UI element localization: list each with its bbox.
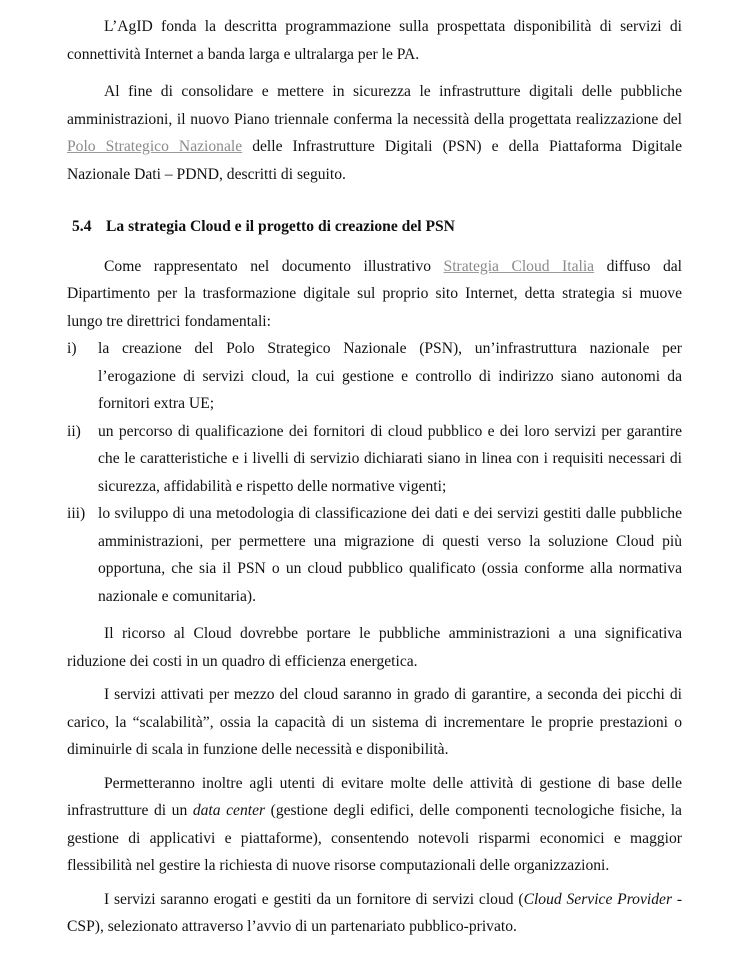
paragraph-strategia-intro xyxy=(67,253,682,336)
paragraph-agid-connectivity: L’AgID fonda la descritta programmazione sulla prospettata disponibilità di servizi di connettività Internet a banda larga e ultralarga per le PA. xyxy=(67,18,682,63)
emphasis-cloud-service-provider: Cloud Service Provider xyxy=(523,890,673,908)
document-page xyxy=(67,13,682,941)
list-item xyxy=(67,418,682,501)
list-marker: iii) xyxy=(67,505,86,522)
paragraph-text: - CSP), selezionato attraverso l’avvio di un partenariato pubblico-privato. xyxy=(67,890,683,935)
paragraph-scalabilita: I servizi attivati per mezzo del cloud saranno in grado di garantire, a seconda dei picchi di carico, la “scalabilità”, ossia la capacità di un sistema di incrementare le proprie prestazioni o diminuirle di scala in funzione delle necessità e disponibilità. xyxy=(67,686,682,758)
paragraph-text: I servizi saranno erogati e gestiti da un fornitore di servizi cloud ( xyxy=(104,890,524,908)
list-item xyxy=(67,500,682,610)
emphasis-data-center: data center xyxy=(192,802,266,819)
list-marker: i) xyxy=(67,340,77,357)
paragraph-csp xyxy=(67,886,682,941)
section-heading xyxy=(67,213,682,241)
paragraph-ricorso-cloud: Il ricorso al Cloud dovrebbe portare le pubbliche amministrazioni a una significativa riduzione dei costi in un quadro di efficienza energetica. xyxy=(67,625,682,670)
paragraph-data-center xyxy=(67,770,682,880)
polo-strategico-nazionale-link[interactable]: Polo Strategico Nazionale xyxy=(67,138,243,155)
list-item xyxy=(67,335,682,418)
strategia-cloud-italia-link[interactable]: Strategia Cloud Italia xyxy=(443,257,595,275)
paragraph-text: delle Infrastrutture Digitali (PSN) e della Piattaforma Digitale Nazionale Dati – PDND, descritti di seguito. xyxy=(67,138,682,183)
list-item-text: lo sviluppo di una metodologia di classificazione dei dati e dei servizi gestiti dalle pubbliche amministrazioni, per permettere una migrazione di questi verso la soluzione Cloud più opportuna, che sia il PSN o un cloud pubblico qualificato (ossia conforme alla normativa nazionale e comunitaria). xyxy=(98,505,682,605)
list-item-text: la creazione del Polo Strategico Nazionale (PSN), un’infrastruttura nazionale per l’erogazione di servizi cloud, la cui gestione e controllo di indirizzo siano autonomi da fornitori extra UE; xyxy=(98,340,682,412)
section-title: La strategia Cloud e il progetto di creazione del PSN xyxy=(106,218,455,235)
paragraph-text: Come rappresentato nel documento illustrativo xyxy=(104,257,444,275)
paragraph-text: Permetteranno inoltre agli utenti di evitare molte delle attività di gestione di base delle infrastrutture di un xyxy=(67,774,682,819)
paragraph-text: diffuso dal Dipartimento per la trasformazione digitale sul proprio sito Internet, detta strategia si muove lungo tre direttrici fondamentali: xyxy=(67,257,682,330)
paragraph-text: Al fine di consolidare e mettere in sicurezza le infrastrutture digitali delle pubbliche amministrazioni, il nuovo Piano triennale conferma la necessità della progettata realizzazione del xyxy=(67,83,682,128)
list-item-text: un percorso di qualificazione dei fornitori di cloud pubblico e dei loro servizi per garantire che le caratteristiche e i livelli di servizio dichiarati siano in linea con i requisiti necessari di sicurezza, affidabilità e rispetto delle normative vigenti; xyxy=(98,422,682,495)
paragraph-text: (gestione degli edifici, delle componenti tecnologiche fisiche, la gestione di applicativi e piattaforme), consentendo notevoli risparmi economici e maggior flessibilità nel gestire la richiesta di nuove risorse computazionali delle organizzazioni. xyxy=(67,802,682,874)
section-number: 5.4 xyxy=(72,218,92,235)
direttrici-list xyxy=(67,335,682,610)
list-marker: ii) xyxy=(67,422,81,440)
paragraph-piano-triennale xyxy=(67,78,682,188)
